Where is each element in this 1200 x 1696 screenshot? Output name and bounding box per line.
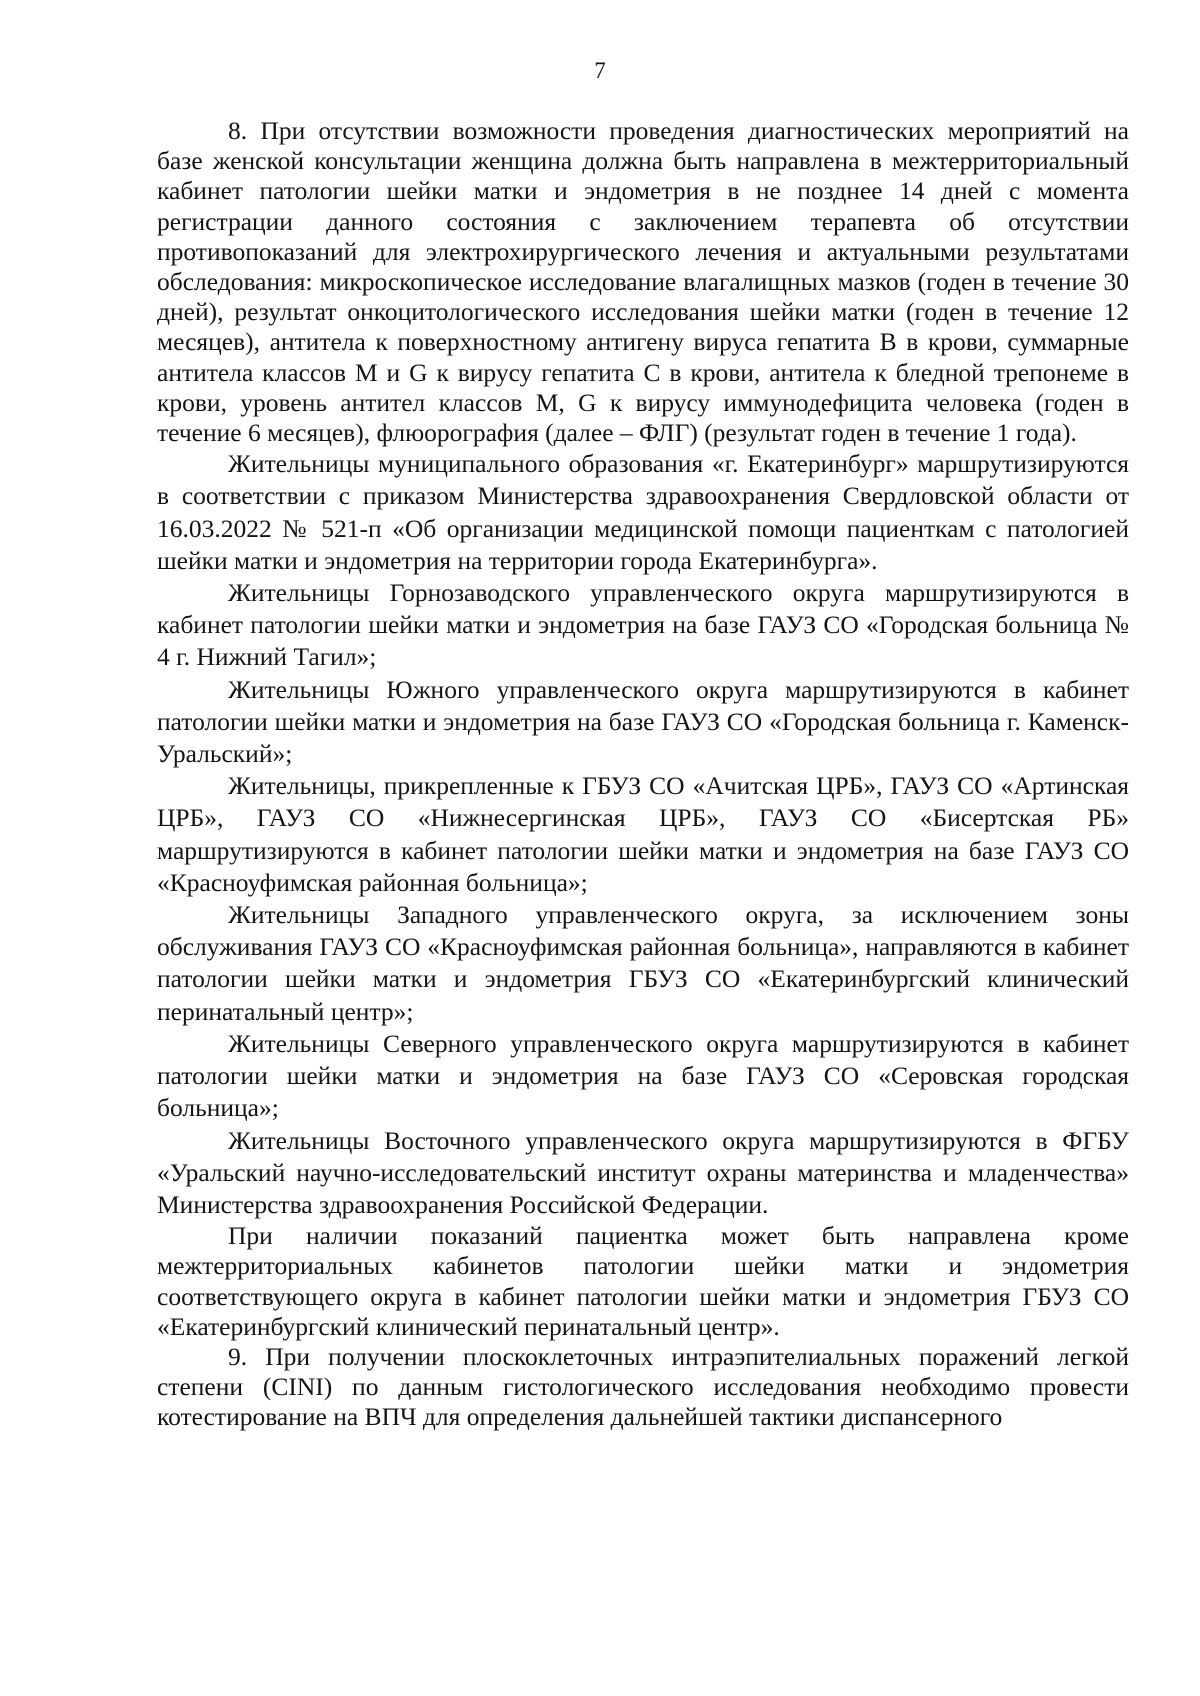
paragraph-southern-routing: Жительницы Южного управленческого округа маршрутизируются в кабинет патологии шейки матки и эндометрия на базе ГАУЗ СО «Городская больница г. Каменск-Уральский»; (157, 674, 1129, 769)
paragraph-ekaterinburg-routing: Жительницы муниципального образования «г. Екатеринбург» маршрутизируются в соответствии с приказом Министерства здравоохранения Свердловской области от 16.03.2022 № 521-п «Об организации медицинской помощи пациенткам с патологией шейки матки и эндометрия на территории города Екатеринбурга». (157, 449, 1129, 575)
paragraph-item-9: 9. При получении плоскоклеточных интраэпителиальных поражений легкой степени (CINI) по данным гистологического исследования необходимо провести котестирование на ВПЧ для определения дальнейшей тактики диспансерного (157, 1341, 1129, 1432)
paragraph-indications-referral: При наличии показаний пациентка может быть направлена кроме межтерриториальных кабинетов патологии шейки матки и эндометрия соответствующего округа в кабинет патологии шейки матки и эндометрия ГБУЗ СО «Екатеринбургский клинический перинатальный центр». (157, 1221, 1129, 1341)
paragraph-gornozavodsky-routing: Жительницы Горнозаводского управленческого округа маршрутизируются в кабинет патологии шейки матки и эндометрия на базе ГАУЗ СО «Городская больница № 4 г. Нижний Тагил»; (157, 578, 1129, 672)
paragraph-item-8: 8. При отсутствии возможности проведения диагностических мероприятий на базе женской консультации женщина должна быть направлена в межтерриториальный кабинет патологии шейки матки и эндометрия в не позднее 14 дней с момента регистрации данного состояния с заключением терапевта об отсутствии противопоказаний для электрохирургического лечения и актуальными результатами обследования: микроскопическое исследование влагалищных мазков (годен в течение 30 дней), результат онкоцитологического исследования шейки матки (годен в течение 12 месяцев), антитела к поверхностному антигену вируса гепатита В в крови, суммарные антитела классов M и G к вирусу гепатита С в крови, антитела к бледной трепонеме в крови, уровень антител классов M, G к вирусу иммунодефицита человека (годен в течение 6 месяцев), флюорография (далее – ФЛГ) (результат годен в течение 1 года). (157, 116, 1129, 448)
paragraph-achit-artin-routing: Жительницы, прикрепленные к ГБУЗ СО «Ачитская ЦРБ», ГАУЗ СО «Артинская ЦРБ», ГАУЗ СО «Нижнесергинская ЦРБ», ГАУЗ СО «Бисертская РБ» маршрутизируются в кабинет патологии шейки матки и эндометрия на базе ГАУЗ СО «Красноуфимская районная больница»; (157, 771, 1129, 897)
document-body (157, 116, 1129, 1433)
paragraph-eastern-routing: Жительницы Восточного управленческого округа маршрутизируются в ФГБУ «Уральский научно-исследовательский институт охраны материнства и младенчества» Министерства здравоохранения Российской Федерации. (157, 1125, 1129, 1219)
paragraph-northern-routing: Жительницы Северного управленческого округа маршрутизируются в кабинет патологии шейки матки и эндометрия на базе ГАУЗ СО «Серовская городская больница»; (157, 1028, 1129, 1123)
paragraph-western-routing: Жительницы Западного управленческого округа, за исключением зоны обслуживания ГАУЗ СО «Красноуфимская районная больница», направляются в кабинет патологии шейки матки и эндометрия ГБУЗ СО «Екатеринбургский клинический перинатальный центр»; (157, 900, 1129, 1026)
page-number: 7 (594, 58, 606, 83)
